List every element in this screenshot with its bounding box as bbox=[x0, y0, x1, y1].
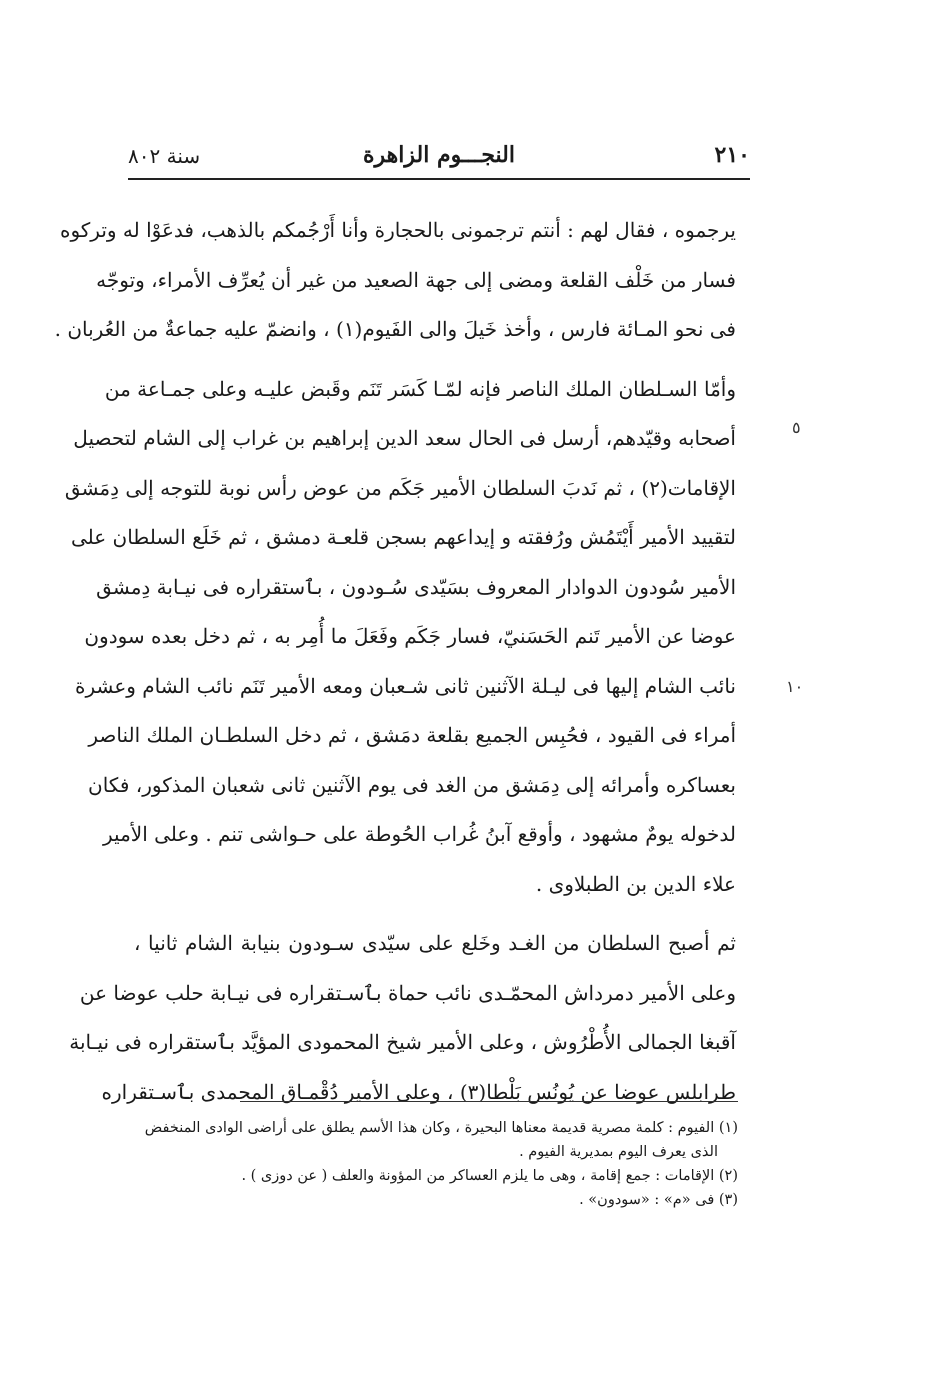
text-line: ثم أصبح السلطان من الغـد وخَلع على سيّدى سـودون بنيابة الشام ثانيا ، bbox=[134, 931, 736, 955]
text-line: أمراء فى القيود ، فحُبِس الجميع بقلعة دمَشق ، ثم دخل السلطـان الملك الناصر bbox=[88, 723, 736, 747]
text-line: نائب الشام إليها فى ليـلة الآثنين ثانى شـعبان ومعه الأمير تَنَم نائب الشام وعشرة bbox=[74, 673, 736, 698]
running-title: النجـــوم الزاهرة bbox=[363, 142, 515, 168]
footnote-divider bbox=[240, 1101, 738, 1102]
footnote-line: (١) الفيوم : كلمة مصرية قديمة معناها البحيرة ، وكان هذا الأسم يطلق على أراضى الوادى المنخفض bbox=[144, 1120, 738, 1136]
text-line: فسار من خَلْف القلعة ومضى إلى جهة الصعيد من غير أن يُعرِّف الأمراء، وتوجّه bbox=[96, 267, 736, 292]
text-line: بعساكره وأمرائه إلى دِمَشق من الغد فى يوم الآثنين ثانى شعبان المذكور، فكان bbox=[88, 772, 736, 797]
text-line: الإقامات(٢) ، ثم نَدبَ السلطان الأمير جَكَم من عوض رأس نوبة للتوجه إلى دِمَشق bbox=[64, 475, 736, 500]
text-line: وأمّا السـلطان الملك الناصر فإنه لمّـا كَسَر تَنَم وقَبض عليـه وعلى جمـاعة من bbox=[104, 376, 736, 401]
paragraph-gap bbox=[134, 355, 736, 365]
text-line: أصحابه وقيّدهم، أرسل فى الحال سعد الدين إبراهيم بن غراب إلى الشام لتحصيل bbox=[73, 426, 736, 450]
text-line: وعلى الأمير دمرداش المحمّـدى نائب حماة بٱسـتقراره فى نيـابة حلب عوضا عن bbox=[79, 980, 736, 1005]
paragraph-gap bbox=[134, 909, 736, 919]
line-number-marker: ٥ bbox=[792, 418, 801, 437]
main-text bbox=[54, 206, 736, 1117]
footnote-line: (٢) الإقامات : جمع إقامة ، وهى ما يلزم العساكر من المؤونة والعلف ( عن دوزى ) . bbox=[241, 1168, 738, 1184]
text-line: لتقييد الأمير أَيْتَمُش ورُفقته و إيداعهم بسجن قلعـة دمشق ، ثم خَلَع السلطان على bbox=[70, 525, 736, 549]
text-line: فى نحو المـائة فارس ، وأخذ خَيلَ والى الفَيوم(١) ، وانضمّ عليه جماعةٌ من العُربان . bbox=[54, 317, 736, 341]
text-line: لدخوله يومٌ مشهود ، وأوقع آبنُ غُراب الحُوطة على حـواشى تنم . وعلى الأمير bbox=[103, 822, 736, 846]
text-line: علاء الدين بن الطبلاوى . bbox=[535, 871, 736, 896]
year-label: سنة ٨٠٢ bbox=[128, 144, 201, 168]
text-line: آقبغا الجمالى الأُطْرُوش ، وعلى الأمير شيخ المحمودى المؤيَّد بٱستقراره فى نيـابة bbox=[69, 1030, 736, 1054]
text-line: الأمير سُودون الدوادار المعروف بسَيّدى سُـودون ، بٱستقراره فى نيـابة دِمشق bbox=[96, 574, 736, 599]
text-line: طرابلس عوضا عن يُونُس بَلْطا(٣) ، وعلى الأمير دُقْمـاق المحمدى بٱسـتقراره bbox=[101, 1079, 736, 1104]
footnote-line: الذى يعرف اليوم بمديرية الفيوم . bbox=[519, 1144, 718, 1160]
header-divider bbox=[128, 178, 750, 180]
text-line: عوضا عن الأمير تَنم الحَسَنيّ، فسار جَكَم وفَعَلَ ما أُمِر به ، ثم دخل بعده سودون bbox=[84, 624, 736, 648]
page-header bbox=[128, 142, 750, 176]
footnote-line: (٣) فى «م» : «سودون» . bbox=[579, 1192, 738, 1208]
line-number-marker: ١٠ bbox=[786, 677, 804, 696]
page-number: ٢١٠ bbox=[714, 142, 750, 168]
footnotes bbox=[144, 1116, 738, 1212]
text-line: يرجموه ، فقال لهم : أنتم ترجمونى بالحجارة وأنا أَرْجُمكم بالذهب، فدعَوْا له وتركوه bbox=[59, 218, 736, 242]
